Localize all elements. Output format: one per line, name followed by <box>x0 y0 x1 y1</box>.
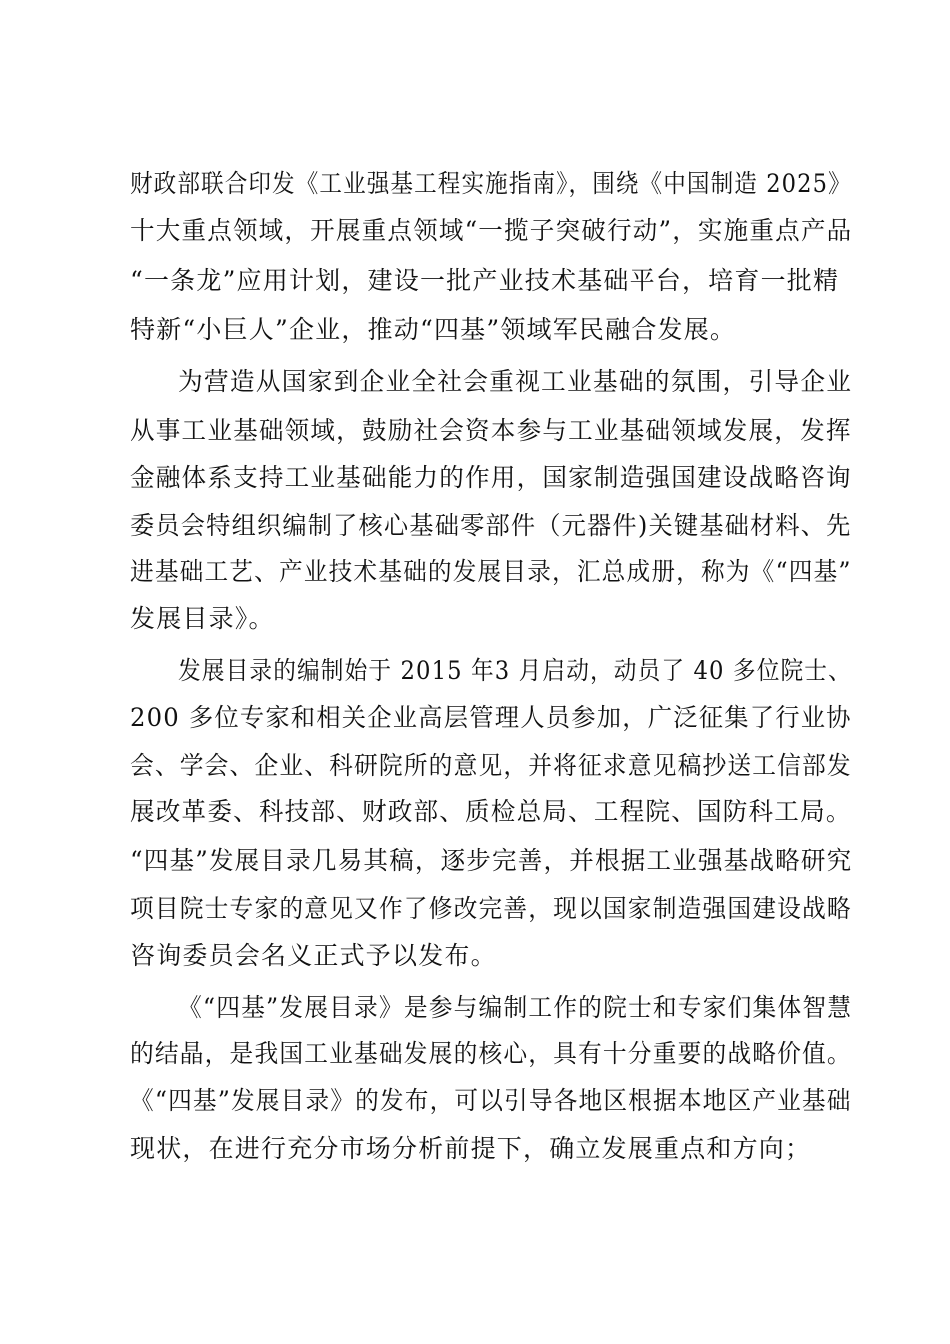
text-line: 会、学会、企业、科研院所的意见，并将征求意见稿抄送工信部发 <box>130 751 852 780</box>
text-line: 发展目录》。 <box>130 604 275 633</box>
text-line: “一条龙”应用计划，建设一批产业技术基础平台，培育一批精 <box>130 266 840 295</box>
text-line: 十大重点领域，开展重点领域“一揽子突破行动”，实施重点产品 <box>130 216 853 245</box>
text-line: 咨询委员会名义正式予以发布。 <box>130 941 497 970</box>
text-line: 《“四基”发展目录》的发布，可以引导各地区根据本地区产业基础 <box>130 1086 852 1115</box>
text-line: 金融体系支持工业基础能力的作用，国家制造强国建设战略咨询 <box>130 463 852 492</box>
text-line: 发展目录的编制始于 2015 年3 月启动，动员了 40 多位院士、 <box>178 656 852 685</box>
text-line: 展改革委、科技部、财政部、质检总局、工程院、国防科工局。 <box>130 797 852 826</box>
text-line: 《“四基”发展目录》是参与编制工作的院士和专家们集体智慧 <box>178 993 853 1022</box>
text-line: 委员会特组织编制了核心基础零部件（元器件)关键基础材料、先 <box>130 511 852 540</box>
text-line: 特新“小巨人”企业，推动“四基”领域军民融合发展。 <box>130 315 737 344</box>
text-line: 现状，在进行充分市场分析前提下，确立发展重点和方向； <box>130 1134 812 1163</box>
text-line: 进基础工艺、产业技术基础的发展目录，汇总成册，称为《“四基” <box>130 557 852 586</box>
text-line: 财政部联合印发《工业强基工程实施指南》，围绕《中国制造 2025》 <box>130 169 852 198</box>
text-line: “四基”发展目录几易其稿，逐步完善，并根据工业强基战略研究 <box>130 846 853 875</box>
text-line: 为营造从国家到企业全社会重视工业基础的氛围，引导企业 <box>178 367 853 396</box>
text-line: 200 多位专家和相关企业高层管理人员参加，广泛征集了行业协 <box>130 703 852 732</box>
text-line: 的结晶，是我国工业基础发展的核心，具有十分重要的战略价值。 <box>130 1039 852 1068</box>
text-line: 项目院士专家的意见又作了修改完善，现以国家制造强国建设战略 <box>130 894 852 923</box>
text-line: 从事工业基础领域，鼓励社会资本参与工业基础领域发展，发挥 <box>130 416 852 445</box>
